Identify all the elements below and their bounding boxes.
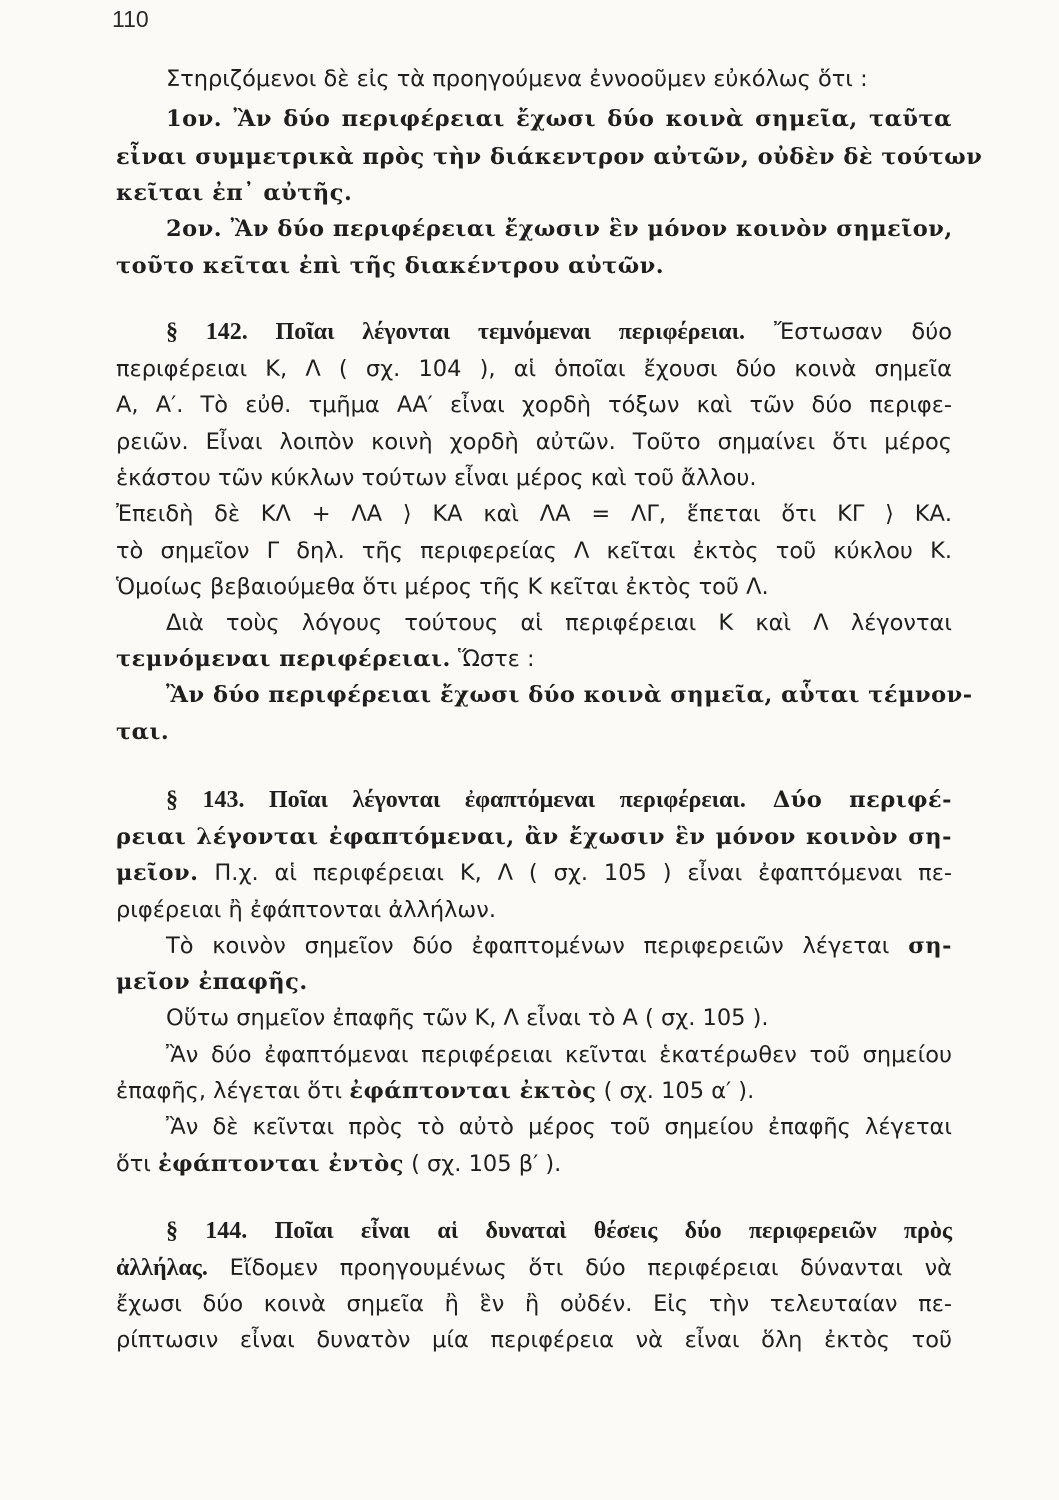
- heading-text: § 142. Ποῖαι λέγονται τεμνόμεναι περιφέρειαι.: [166, 319, 746, 345]
- text-segment: Ὁμοίως βεβαιούμεθα ὅτι μέρος τῆς Κ κεῖται ἐκτὸς τοῦ Λ.: [116, 574, 769, 600]
- text-segment: Ἂν δὲ κεῖνται πρὸς τὸ αὐτὸ μέρος τοῦ σημείου ἐπαφῆς λέγεται: [166, 1114, 952, 1140]
- text-segment: ( σχ. 105 β′ ).: [403, 1151, 562, 1177]
- text-segment: Τὸ κοινὸν σημεῖον δύο ἐφαπτομένων περιφερειῶν λέγεται: [166, 933, 909, 959]
- text-segment: Ἐπειδὴ δὲ ΚΛ + ΛΑ ⟩ ΚΑ καὶ ΛΑ = ΛΓ, ἕπεται ὅτι ΚΓ ⟩ ΚΑ.: [116, 501, 952, 527]
- text-segment: τὸ σημεῖον Γ δηλ. τῆς περιφερείας Λ κεῖται ἐκτὸς τοῦ κύκλου Κ.: [116, 538, 952, 564]
- text-line: [116, 572, 952, 602]
- text-line: [166, 1112, 952, 1142]
- text-line: [116, 1325, 952, 1355]
- text-segment: Εἴδομεν προηγουμένως ὅτι δύο περιφέρειαι δύνανται νὰ: [207, 1255, 952, 1281]
- text-segment: κεῖται ἐπ᾽ αὐτῆς.: [116, 180, 353, 206]
- text-line: [116, 822, 952, 852]
- section-heading-143: [166, 785, 952, 815]
- text-segment: ἐφάπτονται ἐντὸς: [158, 1151, 404, 1177]
- text-segment: ρίπτωσιν εἶναι δυνατὸν μία περιφέρεια νὰ εἶναι ὅλη ἐκτὸς τοῦ: [116, 1327, 952, 1353]
- text-line: [116, 1253, 952, 1283]
- text-segment: Οὕτω σημεῖον ἐπαφῆς τῶν Κ, Λ εἶναι τὸ Α ( σχ. 105 ).: [166, 1005, 769, 1031]
- text-line: [166, 64, 952, 94]
- text-segment: ἐφάπτονται ἐκτὸς: [349, 1078, 597, 1104]
- text-segment: τοῦτο κεῖται ἐπὶ τῆς διακέντρου αὐτῶν.: [116, 253, 665, 279]
- page-number: 110: [112, 6, 149, 32]
- text-segment: ὅτι: [116, 1151, 159, 1177]
- text-line: [116, 354, 952, 384]
- section-heading-144: [166, 1216, 952, 1246]
- text-segment: εἶναι συμμετρικὰ πρὸς τὴν διάκεντρον αὐτῶν, οὐδὲν δὲ τούτων: [116, 144, 983, 170]
- text-line: [116, 390, 952, 420]
- text-segment: ση-: [908, 933, 952, 959]
- text-segment: Α, Α′. Τὸ εὐθ. τμῆμα ΑΑ′ εἶναι χορδὴ τόξων καὶ τῶν δύο περιφε-: [116, 392, 952, 418]
- text-segment: Ἂν δύο περιφέρειαι ἔχωσι δύο κοινὰ σημεῖα, αὗται τέμνον-: [166, 682, 973, 708]
- text-segment: ἔχωσι δύο κοινὰ σημεῖα ἢ ἓν ἢ οὐδέν. Εἰς τὴν τελευταίαν πε-: [116, 1291, 952, 1317]
- text-line: [166, 931, 952, 961]
- text-segment: ται.: [116, 719, 170, 745]
- text-segment: περιφέρειαι Κ, Λ ( σχ. 104 ), αἱ ὁποῖαι ἔχουσι δύο κοινὰ σημεῖα: [116, 356, 952, 382]
- text-segment: ρειῶν. Εἶναι λοιπὸν κοινὴ χορδὴ αὐτῶν. Τοῦτο σημαίνει ὅτι μέρος: [116, 429, 952, 455]
- text-segment: ( σχ. 105 α′ ).: [596, 1078, 755, 1104]
- text-line: [116, 1149, 952, 1179]
- text-segment: Ἔστωσαν δύο: [745, 319, 952, 345]
- text-line: [166, 1040, 952, 1070]
- text-segment: Στηριζόμενοι δὲ εἰς τὰ προηγούμενα ἐννοοῦμεν εὐκόλως ὅτι :: [166, 66, 868, 92]
- text-line: [116, 251, 952, 281]
- text-line: [116, 1076, 952, 1106]
- heading-text: § 143. Ποῖαι λέγονται ἐφαπτόμεναι περιφέρειαι.: [166, 787, 746, 813]
- text-segment: Δύο περιφέ-: [745, 787, 952, 813]
- heading-text: ἀλλήλας.: [116, 1255, 208, 1281]
- text-segment: ριφέρειαι ἢ ἐφάπτονται ἀλλήλων.: [116, 897, 496, 923]
- text-segment: τεμνόμεναι περιφέρειαι.: [116, 646, 451, 672]
- text-line: [116, 499, 952, 529]
- text-line: [166, 680, 973, 710]
- text-line: [116, 644, 952, 674]
- text-line: [116, 895, 952, 925]
- text-segment: 2ον. Ἂν δύο περιφέρειαι ἔχωσιν ἓν μόνον κοινὸν σημεῖον,: [166, 216, 953, 242]
- text-segment: 1ον. Ἂν δύο περιφέρειαι ἔχωσι δύο κοινὰ σημεῖα, ταῦτα: [166, 106, 952, 132]
- text-segment: ρειαι λέγονται ἐφαπτόμεναι, ἂν ἔχωσιν ἓν μόνον κοινὸν ση-: [116, 824, 952, 850]
- text-segment: μεῖον.: [116, 860, 199, 886]
- text-line: [116, 858, 952, 888]
- text-line: [116, 967, 952, 997]
- text-line: [116, 178, 952, 208]
- text-segment: μεῖον ἐπαφῆς.: [116, 969, 308, 995]
- text-line: [116, 427, 952, 457]
- text-line: [166, 104, 952, 134]
- text-segment: Π.χ. αἱ περιφέρειαι Κ, Λ ( σχ. 105 ) εἶναι ἐφαπτόμεναι πε-: [198, 860, 952, 886]
- text-line: [116, 536, 952, 566]
- text-line: [166, 1003, 952, 1033]
- section-heading-142: [166, 317, 952, 347]
- text-line: [116, 1289, 952, 1319]
- text-segment: Ἂν δύο ἐφαπτόμεναι περιφέρειαι κεῖνται ἑκατέρωθεν τοῦ σημείου: [166, 1042, 952, 1068]
- text-segment: ἑκάστου τῶν κύκλων τούτων εἶναι μέρος καὶ τοῦ ἄλλου.: [116, 465, 757, 491]
- text-segment: Ὥστε :: [450, 646, 535, 672]
- heading-text: § 144. Ποῖαι εἶναι αἱ δυναταὶ θέσεις δύο περιφερειῶν πρὸς: [166, 1218, 952, 1244]
- text-line: [116, 463, 952, 493]
- text-line: [166, 608, 952, 638]
- text-segment: Διὰ τοὺς λόγους τούτους αἱ περιφέρειαι Κ καὶ Λ λέγονται: [166, 610, 952, 636]
- text-segment: ἐπαφῆς, λέγεται ὅτι: [116, 1078, 350, 1104]
- text-line: [116, 142, 983, 172]
- text-line: [116, 717, 952, 747]
- text-line: [166, 214, 952, 244]
